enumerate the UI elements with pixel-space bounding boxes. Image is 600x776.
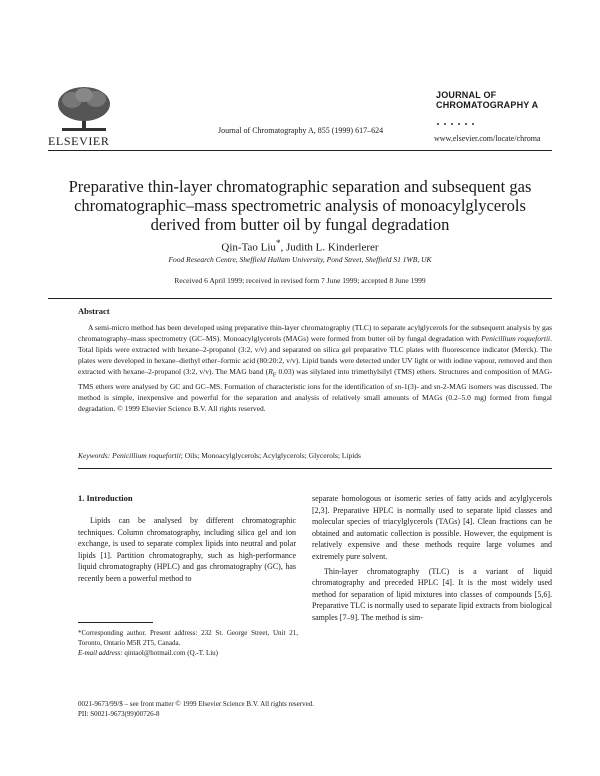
journal-dots-decoration	[436, 122, 480, 126]
journal-title-line1: JOURNAL OF	[436, 90, 497, 100]
abstract-sn: sn	[394, 381, 402, 391]
keywords-label: Keywords:	[78, 451, 111, 460]
author-2: Judith L. Kinderlerer	[286, 241, 379, 254]
received-dates: Received 6 April 1999; received in revised form 7 June 1999; accepted 8 June 1999	[174, 276, 426, 285]
author-line	[60, 238, 540, 254]
paragraph: Thin-layer chromatography (TLC) is a variant of liquid chromatography and preceded HPLC [4]. It is the most widely used method for separation of lipid mixtures into classes of compounds [5,6]. Preparative TLC is normally used to separate lipid extracts from biological samples [7–9]. The method is sim-	[312, 566, 552, 622]
author-separator: ,	[280, 241, 287, 254]
section-heading-introduction: 1. Introduction	[78, 493, 133, 503]
corresponding-author-note: *Corresponding author. Present address: 232 St. George Street, Unit 21, Toronto, Ontario M5R 2T5, Canada.	[78, 629, 298, 647]
email-label: E-mail address:	[78, 649, 123, 657]
footnote-rule	[78, 622, 153, 623]
article-title: Preparative thin-layer chromatographic separation and subsequent gas chromatographic–mass spectrometric analysis of monoacylglycerols derived from butter oil by fungal degradation	[68, 177, 532, 234]
abstract-heading: Abstract	[78, 306, 110, 316]
abstract-part: -2-MAG isomers was discussed. The method is simple, inexpensive and powerful for the separation and analysis of relatively small amounts of MAGs (0.2–5.0 mg) formed from fungal degradation. © 1999 Elsevier Science B.V. All rights reserved.	[78, 381, 553, 413]
author-1: Qin-Tao Liu	[221, 241, 276, 254]
keyword-first: Penicillium roquefortii	[110, 451, 181, 460]
abstract-organism: Penicillium roquefortii	[481, 334, 551, 343]
abstract-sn: sn	[433, 381, 441, 391]
title-rule	[48, 298, 552, 299]
abstract-rule	[78, 468, 552, 469]
journal-title-line2: CHROMATOGRAPHY A	[436, 100, 539, 110]
body-right-column	[312, 493, 552, 624]
abstract-part: 0.03) was silylated into trimethylsilyl (TMS) ethers. Structures and composition of MAG-TMS ethers were analysed by GC and GC–MS. Formation of characteristic ions for the identification of	[78, 367, 552, 391]
publisher-name: ELSEVIER	[48, 134, 110, 148]
keywords	[78, 451, 552, 460]
elsevier-tree-logo	[48, 84, 120, 134]
email-address[interactable]: qintaol@hotmail.com (Q.-T. Liu)	[122, 649, 219, 657]
abstract-part: A semi-micro method has been developed using preparative thin-layer chromatography (TLC) to separate acylglycerols for the subsequent analysis by gas chromatography–mass spectrometry (GC–MS). Monoacylglycerols (MAGs) were formed from butter oil by fungal degradation with	[78, 323, 552, 343]
abstract-part: . Total lipids were extracted with hexane–2-propanol (3:2, v/v) and separated on silica gel preparative TLC plates with fluorescence indicator (Merck). The plates were developed in hexane–diethyl ether–formic acid (80:20:2, v/v). Lipid bands were detected under UV light or with iodine vapour, removed and then extracted with hexane–2-propanol (3:2, v/v). The MAG band (	[78, 334, 552, 376]
pii-line: PII: S0021-9673(99)00726-8	[78, 710, 160, 718]
abstract-rf: R	[268, 367, 273, 376]
journal-url[interactable]: www.elsevier.com/locate/chroma	[434, 134, 541, 143]
body-left-column: Lipids can be analysed by different chromatographic techniques. Column chromatography, including silica gel and ion exchange, is used to separate complex lipids into neutral and polar lipids [1]. Partition chromatography, such as high-performance liquid chromatography (HPLC) and gas chromatography (GC), has recently been a powerful method to	[78, 516, 296, 583]
copyright-line: 0021-9673/99/$ – see front matter © 1999 Elsevier Science B.V. All rights reserved.	[78, 700, 314, 708]
affiliation: Food Research Centre, Sheffield Hallam University, Pond Street, Sheffield S1 1WB, UK	[168, 255, 432, 264]
header-rule	[48, 150, 552, 151]
abstract-part: -1(3)- and	[401, 381, 434, 391]
abstract-rf-sub: F	[272, 371, 277, 379]
paragraph: separate homologous or isomeric series of fatty acids and acylglycerols [2,3]. Preparative HPLC is normally used to separate lipid classes and molecular species of triacylglycerols (TAGs) [4]. Clean fractions can be obtained and automatic collection is possible. However, the equipment is relatively expensive and these methods require large volumes and extremely pure solvent.	[312, 494, 552, 561]
email-line	[78, 648, 298, 658]
journal-citation: Journal of Chromatography A, 855 (1999) 617–624	[218, 126, 384, 135]
keyword-list: ; Oils; Monoacylglycerols; Acylglycerols; Glycerols; Lipids	[180, 451, 361, 460]
abstract-text	[78, 322, 552, 414]
footnote	[78, 628, 298, 658]
corresponding-mark: *	[275, 238, 281, 248]
